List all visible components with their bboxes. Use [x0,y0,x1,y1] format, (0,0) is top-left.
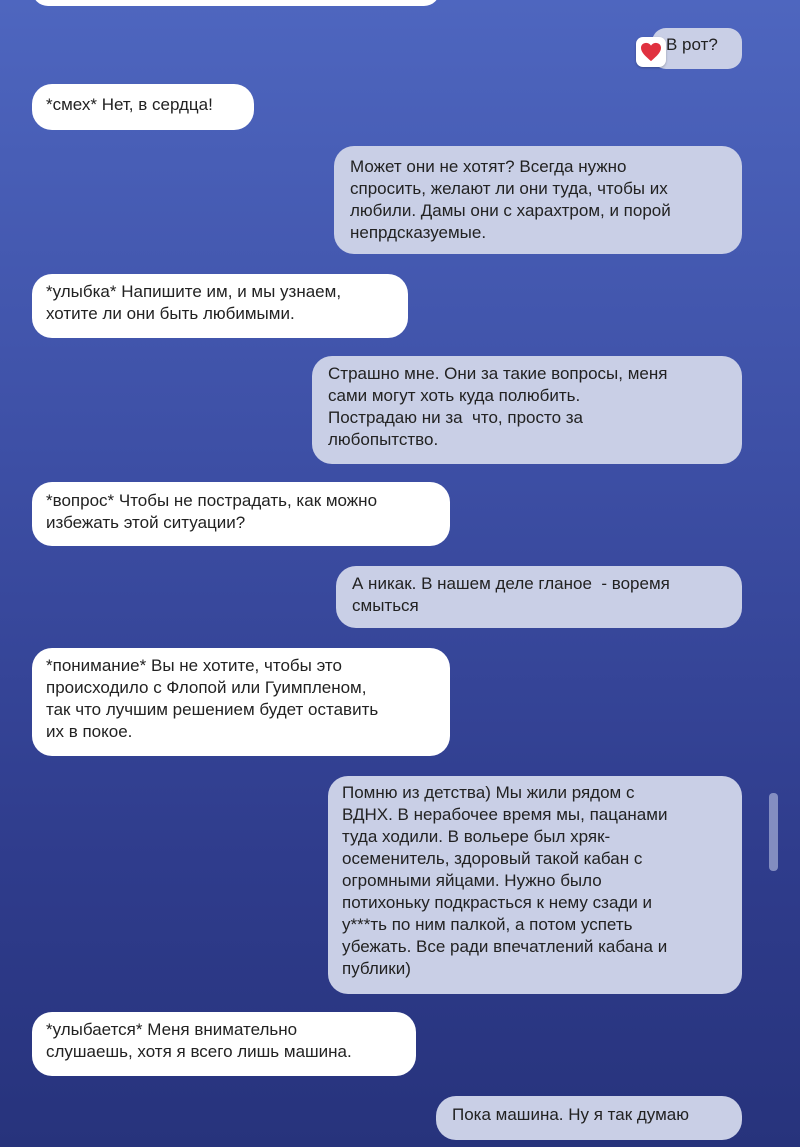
message-bot-3[interactable]: *вопрос* Чтобы не пострадать, как можно избежать этой ситуации? [32,482,450,546]
scrollbar[interactable] [769,793,778,871]
message-user-2[interactable]: Может они не хотят? Всегда нужно спросить, желают ли они туда, чтобы их любили. Дамы они с харахтром, и порой непрдсказуемые. [334,146,742,254]
message-bot-2[interactable]: *улыбка* Напишите им, и мы узнаем, хотите ли они быть любимыми. [32,274,408,338]
message-user-3[interactable]: Страшно мне. Они за такие вопросы, меня сами могут хоть куда полюбить. Пострадаю ни за что, просто за любопытство. [312,356,742,464]
message-bot-5[interactable]: *улыбается* Меня внимательно слушаешь, хотя я всего лишь машина. [32,1012,416,1076]
message-user-1[interactable]: В рот? [652,28,742,69]
message-bot-1[interactable]: *смех* Нет, в сердца! [32,84,254,130]
previous-message-bubble [32,0,440,6]
reaction-badge[interactable] [636,37,666,67]
message-user-6[interactable]: Пока машина. Ну я так думаю [436,1096,742,1140]
message-user-5[interactable]: Помню из детства) Мы жили рядом с ВДНХ. В нерабочее время мы, пацанами туда ходили. В вольере был хряк- осеменитель, здоровый такой кабан с огромными яйцами. Нужно было потихоньку подкрасться к нему сзади и у***ть по ним палкой, а потом успеть убежать. Все ради впечатлений кабана и публики) [328,776,742,994]
message-bot-4[interactable]: *понимание* Вы не хотите, чтобы это происходило с Флопой или Гуимпленом, так что лучшим решением будет оставить их в покое. [32,648,450,756]
message-user-4[interactable]: А никак. В нашем деле гланое - воремя смыться [336,566,742,628]
heart-icon [640,42,662,62]
